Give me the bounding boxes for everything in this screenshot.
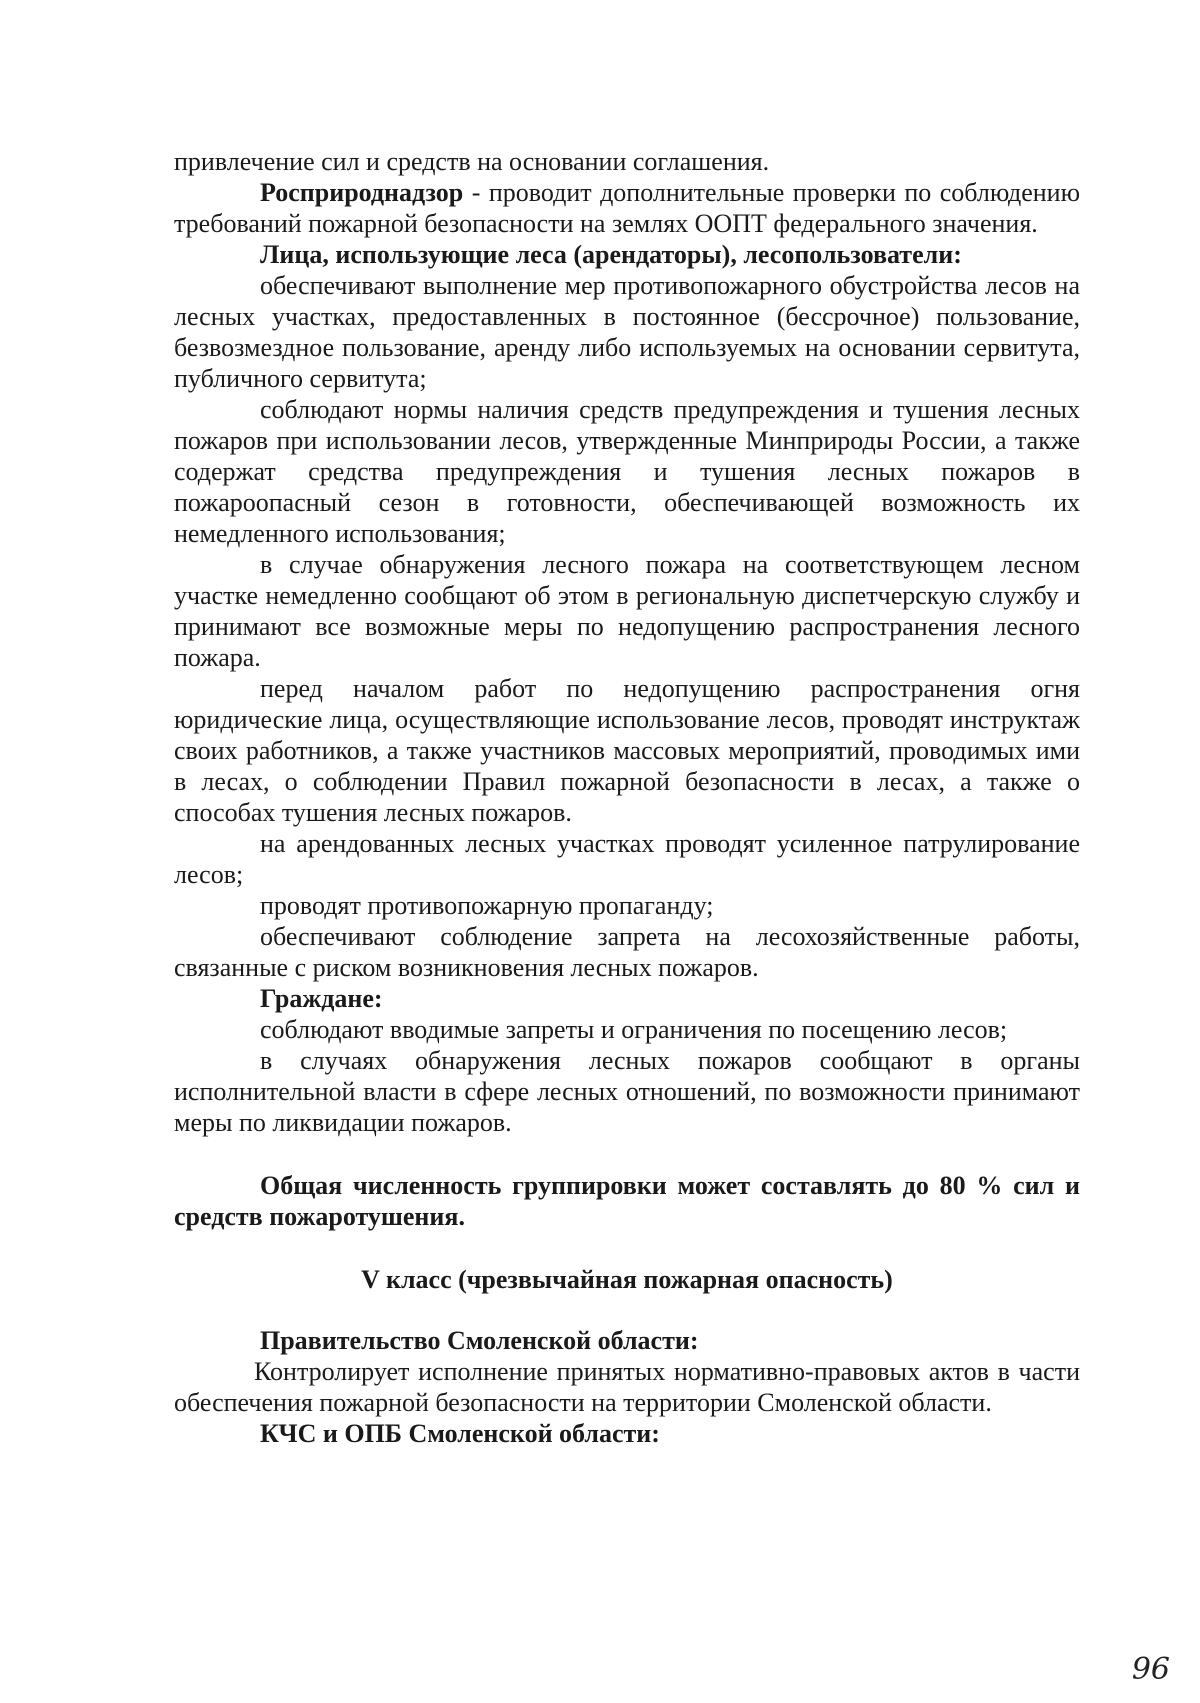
document-body xyxy=(174,146,1080,1449)
spacer xyxy=(174,1138,1080,1170)
section-heading: Граждане: xyxy=(260,984,383,1013)
class-heading: V класс (чрезвычайная пожарная опасность) xyxy=(361,1265,893,1294)
paragraph: обеспечивают выполнение мер противопожарного обустройства лесов на лесных участках, предоставленных в постоянное (бессрочное) пользование, безвозмездное пользование, аренду либо используемых на основании сервитута, публичного сервитута; xyxy=(174,271,1080,393)
page-number: 96 xyxy=(1131,1652,1170,1687)
section-heading: КЧС и ОПБ Смоленской области: xyxy=(260,1419,660,1448)
paragraph: обеспечивают соблюдение запрета на лесохозяйственные работы, связанные с риском возникновения лесных пожаров. xyxy=(174,922,1080,982)
section-heading: Лица, использующие леса (арендаторы), лесопользователи: xyxy=(260,240,962,269)
paragraph: привлечение сил и средств на основании соглашения. xyxy=(174,147,770,176)
spacer xyxy=(174,1295,1080,1325)
paragraph: перед началом работ по недопущению распространения огня юридические лица, осуществляющие использование лесов, проводят инструктаж своих работников, а также участников массовых мероприятий, проводимых ими в лесах, о соблюдении Правил пожарной безопасности в лесах, а также о способах тушения лесных пожаров. xyxy=(174,674,1080,827)
section-heading: Правительство Смоленской области: xyxy=(260,1326,699,1355)
org-duty: - проводит дополнительные проверки по соблюдению требований пожарной безопасности на землях ООПТ федерального значения. xyxy=(174,178,1080,238)
paragraph: на арендованных лесных участках проводят усиленное патрулирование xyxy=(260,829,1080,858)
paragraph-rosprirodnadzor xyxy=(174,177,1080,239)
summary-statement: Общая численность группировки может составлять до 80 % сил и средств пожаротушения. xyxy=(174,1171,1080,1231)
spacer xyxy=(174,1232,1080,1264)
paragraph: соблюдают вводимые запреты и ограничения по посещению лесов; xyxy=(260,1015,1008,1044)
paragraph: Контролирует исполнение принятых нормативно-правовых актов в части обеспечения пожарной безопасности на территории Смоленской области. xyxy=(174,1357,1080,1417)
paragraph: соблюдают нормы наличия средств предупреждения и тушения лесных пожаров при использовании лесов, утвержденные Минприроды России, а также содержат средства предупреждения и тушения лесных пожаров в пожароопасный сезон в готовности, обеспечивающей возможность их немедленного использования; xyxy=(174,395,1080,548)
paragraph: проводят противопожарную пропаганду; xyxy=(260,891,714,920)
paragraph: в случае обнаружения лесного пожара на соответствующем лесном участке немедленно сообщают об этом в региональную диспетчерскую службу и принимают все возможные меры по недопущению распространения лесного пожара. xyxy=(174,550,1080,672)
org-name: Росприроднадзор xyxy=(260,178,464,207)
paragraph: лесов; xyxy=(174,860,244,889)
paragraph: в случаях обнаружения лесных пожаров сообщают в органы исполнительной власти в сфере лесных отношений, по возможности принимают меры по ликвидации пожаров. xyxy=(174,1046,1080,1137)
